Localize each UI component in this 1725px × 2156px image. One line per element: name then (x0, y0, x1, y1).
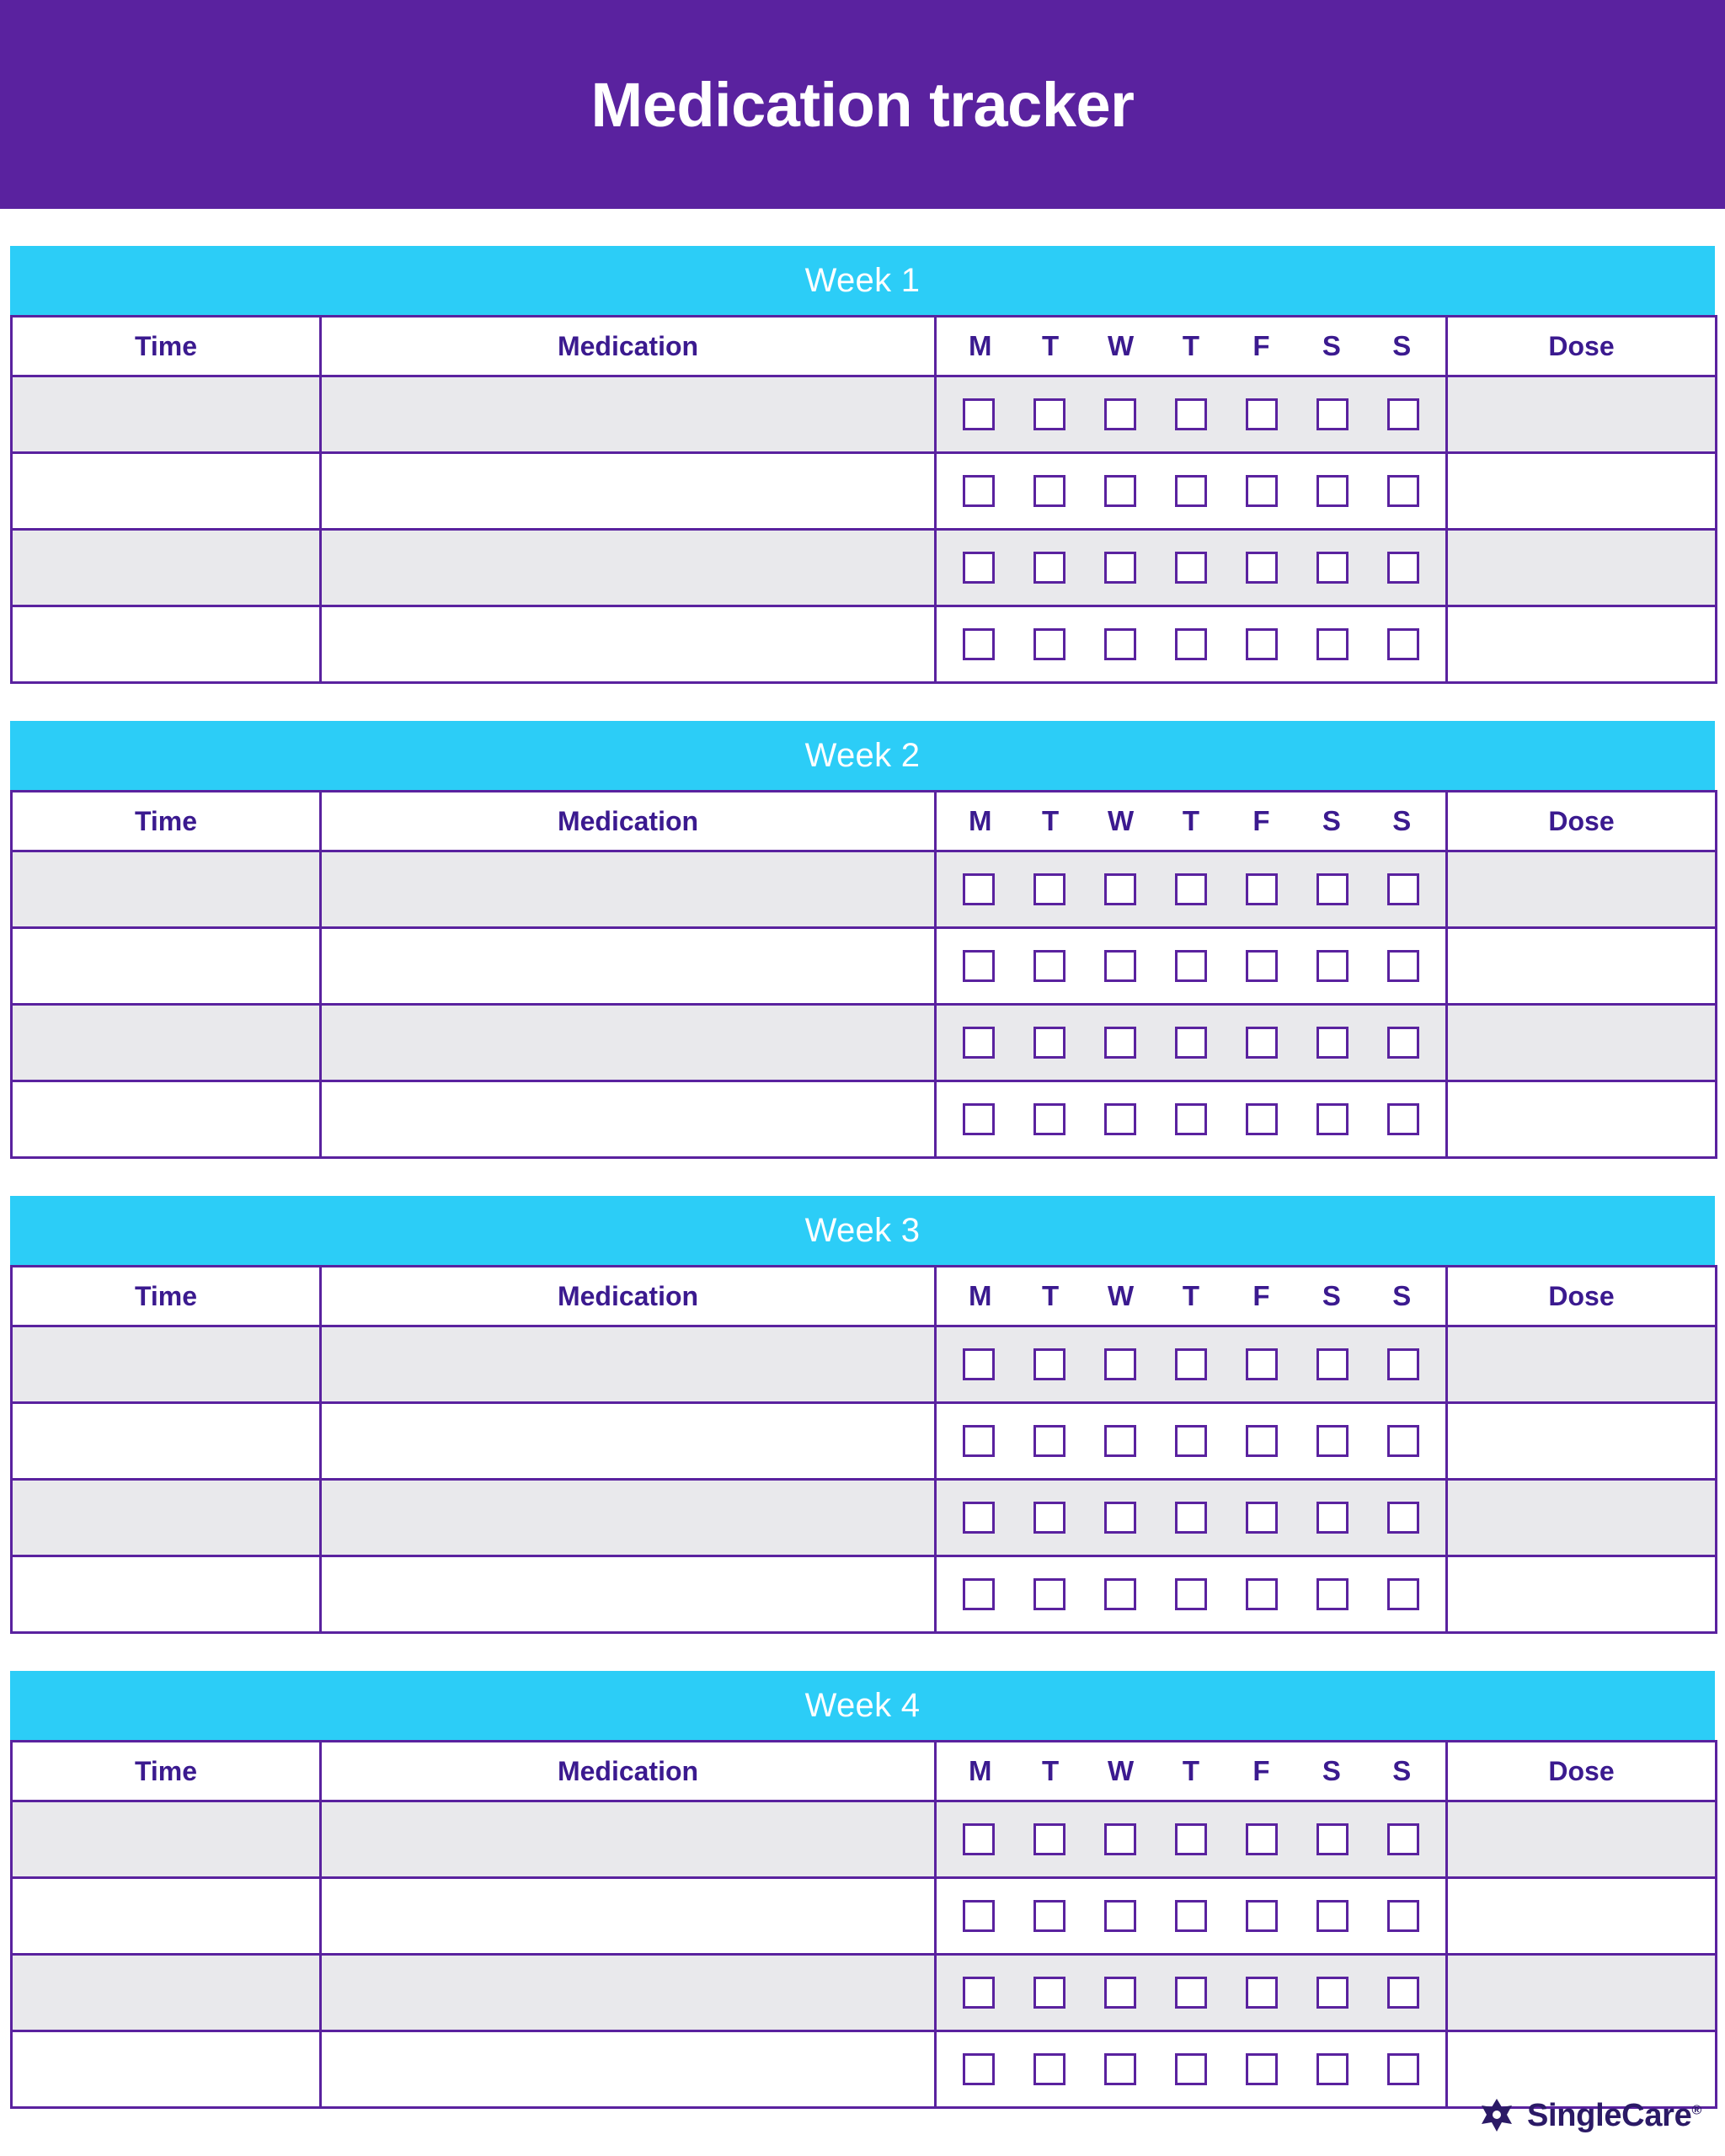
time-cell[interactable] (12, 1326, 321, 1403)
checkbox-sat[interactable] (1316, 1348, 1348, 1380)
checkbox-thu[interactable] (1175, 398, 1207, 430)
checkbox-sat[interactable] (1316, 1578, 1348, 1610)
checkbox-sun[interactable] (1387, 1502, 1419, 1534)
table-row (12, 1005, 1717, 1081)
day-header-fri: F (1252, 1755, 1270, 1786)
week-label-1: Week 1 (804, 261, 921, 299)
day-header-tue: T (1042, 330, 1060, 361)
checkbox-tue[interactable] (1033, 873, 1065, 905)
column-header-time: Time (12, 317, 321, 376)
checkbox-wed[interactable] (1104, 398, 1136, 430)
checkbox-thu[interactable] (1175, 628, 1207, 660)
day-header-sat: S (1322, 1280, 1341, 1311)
day-header-sun: S (1392, 1755, 1412, 1786)
day-checkbox-cell (936, 453, 1447, 530)
time-cell[interactable] (12, 1878, 321, 1955)
checkbox-sat[interactable] (1316, 628, 1348, 660)
checkbox-sat[interactable] (1316, 1823, 1348, 1855)
time-cell[interactable] (12, 530, 321, 606)
week-label-3: Week 3 (804, 1211, 921, 1249)
dose-cell[interactable] (1447, 1955, 1717, 2031)
brand-name (1527, 2098, 1701, 2134)
dose-cell[interactable] (1447, 606, 1717, 683)
brand-trademark: ® (1691, 2102, 1701, 2117)
column-header-dose: Dose (1447, 1742, 1717, 1801)
table-row (12, 1801, 1717, 1878)
day-header-fri: F (1252, 805, 1270, 836)
table-row (12, 928, 1717, 1005)
checkbox-wed[interactable] (1104, 552, 1136, 584)
checkbox-fri[interactable] (1246, 1578, 1278, 1610)
day-checkbox-cell (936, 2031, 1447, 2108)
checkbox-thu[interactable] (1175, 873, 1207, 905)
checkbox-fri[interactable] (1246, 1502, 1278, 1534)
checkbox-mon[interactable] (963, 873, 995, 905)
day-header-sat: S (1322, 330, 1341, 361)
day-header-thu: T (1182, 805, 1200, 836)
checkbox-sat[interactable] (1316, 1103, 1348, 1135)
day-checkbox-cell (936, 606, 1447, 683)
page-title: Medication tracker (590, 69, 1135, 140)
checkbox-wed[interactable] (1104, 1502, 1136, 1534)
table-header-row (12, 792, 1717, 851)
time-cell[interactable] (12, 453, 321, 530)
checkbox-mon[interactable] (963, 1823, 995, 1855)
checkbox-sun[interactable] (1387, 1348, 1419, 1380)
column-header-dose: Dose (1447, 792, 1717, 851)
checkbox-mon[interactable] (963, 1027, 995, 1059)
week-banner-4 (10, 1671, 1715, 1740)
checkbox-tue[interactable] (1033, 1823, 1065, 1855)
column-header-medication: Medication (321, 1267, 936, 1326)
checkbox-sun[interactable] (1387, 2053, 1419, 2085)
checkbox-tue[interactable] (1033, 475, 1065, 507)
checkbox-tue[interactable] (1033, 552, 1065, 584)
dose-cell[interactable] (1447, 530, 1717, 606)
dose-cell[interactable] (1447, 1480, 1717, 1556)
checkbox-mon[interactable] (963, 1977, 995, 2009)
medication-cell[interactable] (321, 1403, 936, 1480)
footer-branding (1478, 2097, 1701, 2134)
dose-cell[interactable] (1447, 928, 1717, 1005)
day-header-fri: F (1252, 330, 1270, 361)
checkbox-wed[interactable] (1104, 2053, 1136, 2085)
table-header-row (12, 1267, 1717, 1326)
time-cell[interactable] (12, 1955, 321, 2031)
checkbox-fri[interactable] (1246, 950, 1278, 982)
checkbox-thu[interactable] (1175, 1425, 1207, 1457)
checkbox-wed[interactable] (1104, 1900, 1136, 1932)
column-header-days (936, 792, 1447, 851)
time-cell[interactable] (12, 851, 321, 928)
day-header-thu: T (1182, 330, 1200, 361)
time-cell[interactable] (12, 376, 321, 453)
week-block-2 (10, 721, 1715, 1159)
checkbox-thu[interactable] (1175, 552, 1207, 584)
table-row (12, 851, 1717, 928)
column-header-medication: Medication (321, 1742, 936, 1801)
column-header-days (936, 1742, 1447, 1801)
checkbox-mon[interactable] (963, 2053, 995, 2085)
checkbox-fri[interactable] (1246, 1900, 1278, 1932)
checkbox-sun[interactable] (1387, 1823, 1419, 1855)
day-header-mon: M (968, 1280, 992, 1311)
dose-cell[interactable] (1447, 1005, 1717, 1081)
checkbox-sat[interactable] (1316, 1027, 1348, 1059)
checkbox-tue[interactable] (1033, 1348, 1065, 1380)
day-checkbox-cell (936, 376, 1447, 453)
day-header-sat: S (1322, 1755, 1341, 1786)
checkbox-sat[interactable] (1316, 398, 1348, 430)
checkbox-fri[interactable] (1246, 552, 1278, 584)
checkbox-mon[interactable] (963, 628, 995, 660)
dose-cell[interactable] (1447, 1878, 1717, 1955)
week-block-3 (10, 1196, 1715, 1634)
day-header-wed: W (1107, 1280, 1135, 1311)
medication-cell[interactable] (321, 1955, 936, 2031)
table-row (12, 1556, 1717, 1633)
table-row (12, 1878, 1717, 1955)
medication-cell[interactable] (321, 530, 936, 606)
checkbox-mon[interactable] (963, 1348, 995, 1380)
week-table-4 (10, 1740, 1717, 2109)
week-table-3 (10, 1265, 1717, 1634)
checkbox-thu[interactable] (1175, 2053, 1207, 2085)
checkbox-tue[interactable] (1033, 950, 1065, 982)
day-header-wed: W (1107, 1755, 1135, 1786)
table-row (12, 453, 1717, 530)
day-checkbox-cell (936, 530, 1447, 606)
week-table-1 (10, 315, 1717, 684)
day-header-tue: T (1042, 1280, 1060, 1311)
dose-cell[interactable] (1447, 1403, 1717, 1480)
checkbox-thu[interactable] (1175, 1027, 1207, 1059)
dose-cell[interactable] (1447, 376, 1717, 453)
day-header-sun: S (1392, 1280, 1412, 1311)
day-checkbox-cell (936, 1326, 1447, 1403)
week-block-4 (10, 1671, 1715, 2109)
checkbox-sat[interactable] (1316, 1425, 1348, 1457)
column-header-time: Time (12, 792, 321, 851)
time-cell[interactable] (12, 1801, 321, 1878)
table-header-row (12, 1742, 1717, 1801)
checkbox-sat[interactable] (1316, 873, 1348, 905)
checkbox-mon[interactable] (963, 1900, 995, 1932)
checkbox-wed[interactable] (1104, 1103, 1136, 1135)
checkbox-sun[interactable] (1387, 1027, 1419, 1059)
dose-cell[interactable] (1447, 851, 1717, 928)
checkbox-sat[interactable] (1316, 1502, 1348, 1534)
checkbox-mon[interactable] (963, 1103, 995, 1135)
checkbox-fri[interactable] (1246, 873, 1278, 905)
day-header-fri: F (1252, 1280, 1270, 1311)
checkbox-sat[interactable] (1316, 475, 1348, 507)
checkbox-thu[interactable] (1175, 1502, 1207, 1534)
checkbox-sat[interactable] (1316, 1977, 1348, 2009)
checkbox-thu[interactable] (1175, 1900, 1207, 1932)
table-row (12, 1480, 1717, 1556)
checkbox-fri[interactable] (1246, 1425, 1278, 1457)
checkbox-wed[interactable] (1104, 873, 1136, 905)
checkbox-sun[interactable] (1387, 475, 1419, 507)
medication-cell[interactable] (321, 1480, 936, 1556)
checkbox-thu[interactable] (1175, 1823, 1207, 1855)
medication-cell[interactable] (321, 1878, 936, 1955)
checkbox-tue[interactable] (1033, 1900, 1065, 1932)
time-cell[interactable] (12, 606, 321, 683)
day-checkbox-cell (936, 851, 1447, 928)
checkbox-fri[interactable] (1246, 475, 1278, 507)
checkbox-wed[interactable] (1104, 1823, 1136, 1855)
dose-cell[interactable] (1447, 2031, 1717, 2108)
day-checkbox-cell (936, 1005, 1447, 1081)
week-banner-2 (10, 721, 1715, 790)
checkbox-fri[interactable] (1246, 1103, 1278, 1135)
column-header-medication: Medication (321, 317, 936, 376)
checkbox-sun[interactable] (1387, 1900, 1419, 1932)
column-header-days (936, 1267, 1447, 1326)
day-header-mon: M (968, 330, 992, 361)
checkbox-tue[interactable] (1033, 1425, 1065, 1457)
medication-cell[interactable] (321, 928, 936, 1005)
checkbox-wed[interactable] (1104, 950, 1136, 982)
checkbox-thu[interactable] (1175, 1103, 1207, 1135)
day-header-sun: S (1392, 805, 1412, 836)
day-checkbox-cell (936, 1801, 1447, 1878)
checkbox-thu[interactable] (1175, 1977, 1207, 2009)
column-header-dose: Dose (1447, 1267, 1717, 1326)
checkbox-wed[interactable] (1104, 475, 1136, 507)
checkbox-wed[interactable] (1104, 1027, 1136, 1059)
table-row (12, 1326, 1717, 1403)
checkbox-sat[interactable] (1316, 552, 1348, 584)
time-cell[interactable] (12, 2031, 321, 2108)
checkbox-fri[interactable] (1246, 1977, 1278, 2009)
checkbox-mon[interactable] (963, 475, 995, 507)
week-table-2 (10, 790, 1717, 1159)
checkbox-fri[interactable] (1246, 2053, 1278, 2085)
week-banner-1 (10, 246, 1715, 315)
medication-cell[interactable] (321, 1801, 936, 1878)
dose-cell[interactable] (1447, 1081, 1717, 1158)
checkbox-wed[interactable] (1104, 628, 1136, 660)
column-header-medication: Medication (321, 792, 936, 851)
checkbox-fri[interactable] (1246, 1027, 1278, 1059)
week-label-2: Week 2 (804, 736, 921, 774)
day-header-mon: M (968, 1755, 992, 1786)
day-checkbox-cell (936, 1081, 1447, 1158)
day-header-sat: S (1322, 805, 1341, 836)
column-header-dose: Dose (1447, 317, 1717, 376)
week-label-4: Week 4 (804, 1686, 921, 1724)
day-header-sun: S (1392, 330, 1412, 361)
table-row (12, 2031, 1717, 2108)
checkbox-fri[interactable] (1246, 1823, 1278, 1855)
checkbox-wed[interactable] (1104, 1348, 1136, 1380)
week-block-1 (10, 246, 1715, 684)
singlecare-cross-icon (1478, 2097, 1515, 2134)
medication-cell[interactable] (321, 1556, 936, 1633)
day-header-wed: W (1107, 330, 1135, 361)
checkbox-wed[interactable] (1104, 1977, 1136, 2009)
day-header-tue: T (1042, 805, 1060, 836)
checkbox-wed[interactable] (1104, 1425, 1136, 1457)
day-checkbox-cell (936, 928, 1447, 1005)
table-header-row (12, 317, 1717, 376)
checkbox-sun[interactable] (1387, 1977, 1419, 2009)
brand-label: SingleCare (1526, 2097, 1692, 2133)
column-header-time: Time (12, 1267, 321, 1326)
checkbox-sat[interactable] (1316, 2053, 1348, 2085)
checkbox-sun[interactable] (1387, 628, 1419, 660)
dose-cell[interactable] (1447, 1556, 1717, 1633)
checkbox-tue[interactable] (1033, 2053, 1065, 2085)
checkbox-sun[interactable] (1387, 950, 1419, 982)
time-cell[interactable] (12, 1081, 321, 1158)
table-row (12, 1403, 1717, 1480)
checkbox-mon[interactable] (963, 1425, 995, 1457)
day-checkbox-cell (936, 1480, 1447, 1556)
checkbox-sun[interactable] (1387, 1425, 1419, 1457)
checkbox-thu[interactable] (1175, 950, 1207, 982)
day-header-thu: T (1182, 1755, 1200, 1786)
checkbox-mon[interactable] (963, 1502, 995, 1534)
checkbox-sun[interactable] (1387, 552, 1419, 584)
checkbox-thu[interactable] (1175, 1578, 1207, 1610)
time-cell[interactable] (12, 1403, 321, 1480)
page-header (0, 0, 1725, 209)
day-header-mon: M (968, 805, 992, 836)
table-row (12, 376, 1717, 453)
checkbox-tue[interactable] (1033, 1103, 1065, 1135)
day-header-tue: T (1042, 1755, 1060, 1786)
checkbox-tue[interactable] (1033, 628, 1065, 660)
dose-cell[interactable] (1447, 1326, 1717, 1403)
checkbox-mon[interactable] (963, 950, 995, 982)
medication-cell[interactable] (321, 851, 936, 928)
time-cell[interactable] (12, 1480, 321, 1556)
checkbox-fri[interactable] (1246, 628, 1278, 660)
checkbox-mon[interactable] (963, 552, 995, 584)
column-header-time: Time (12, 1742, 321, 1801)
checkbox-wed[interactable] (1104, 1578, 1136, 1610)
checkbox-tue[interactable] (1033, 1578, 1065, 1610)
medication-cell[interactable] (321, 453, 936, 530)
checkbox-tue[interactable] (1033, 1502, 1065, 1534)
medication-cell[interactable] (321, 1326, 936, 1403)
day-header-wed: W (1107, 805, 1135, 836)
checkbox-fri[interactable] (1246, 398, 1278, 430)
checkbox-mon[interactable] (963, 398, 995, 430)
day-checkbox-cell (936, 1556, 1447, 1633)
tracker-sheet (0, 246, 1725, 2109)
checkbox-sun[interactable] (1387, 873, 1419, 905)
checkbox-sat[interactable] (1316, 950, 1348, 982)
checkbox-sun[interactable] (1387, 1103, 1419, 1135)
table-row (12, 1081, 1717, 1158)
day-checkbox-cell (936, 1403, 1447, 1480)
checkbox-sat[interactable] (1316, 1900, 1348, 1932)
time-cell[interactable] (12, 1005, 321, 1081)
table-row (12, 606, 1717, 683)
time-cell[interactable] (12, 1556, 321, 1633)
checkbox-mon[interactable] (963, 1578, 995, 1610)
checkbox-sun[interactable] (1387, 1578, 1419, 1610)
medication-cell[interactable] (321, 376, 936, 453)
medication-cell[interactable] (321, 606, 936, 683)
day-checkbox-cell (936, 1878, 1447, 1955)
medication-cell[interactable] (321, 2031, 936, 2108)
week-banner-3 (10, 1196, 1715, 1265)
checkbox-fri[interactable] (1246, 1348, 1278, 1380)
table-row (12, 530, 1717, 606)
dose-cell[interactable] (1447, 1801, 1717, 1878)
checkbox-thu[interactable] (1175, 475, 1207, 507)
time-cell[interactable] (12, 928, 321, 1005)
dose-cell[interactable] (1447, 453, 1717, 530)
checkbox-tue[interactable] (1033, 1977, 1065, 2009)
day-checkbox-cell (936, 1955, 1447, 2031)
medication-cell[interactable] (321, 1081, 936, 1158)
checkbox-tue[interactable] (1033, 398, 1065, 430)
medication-cell[interactable] (321, 1005, 936, 1081)
checkbox-sun[interactable] (1387, 398, 1419, 430)
column-header-days (936, 317, 1447, 376)
table-row (12, 1955, 1717, 2031)
day-header-thu: T (1182, 1280, 1200, 1311)
checkbox-thu[interactable] (1175, 1348, 1207, 1380)
checkbox-tue[interactable] (1033, 1027, 1065, 1059)
